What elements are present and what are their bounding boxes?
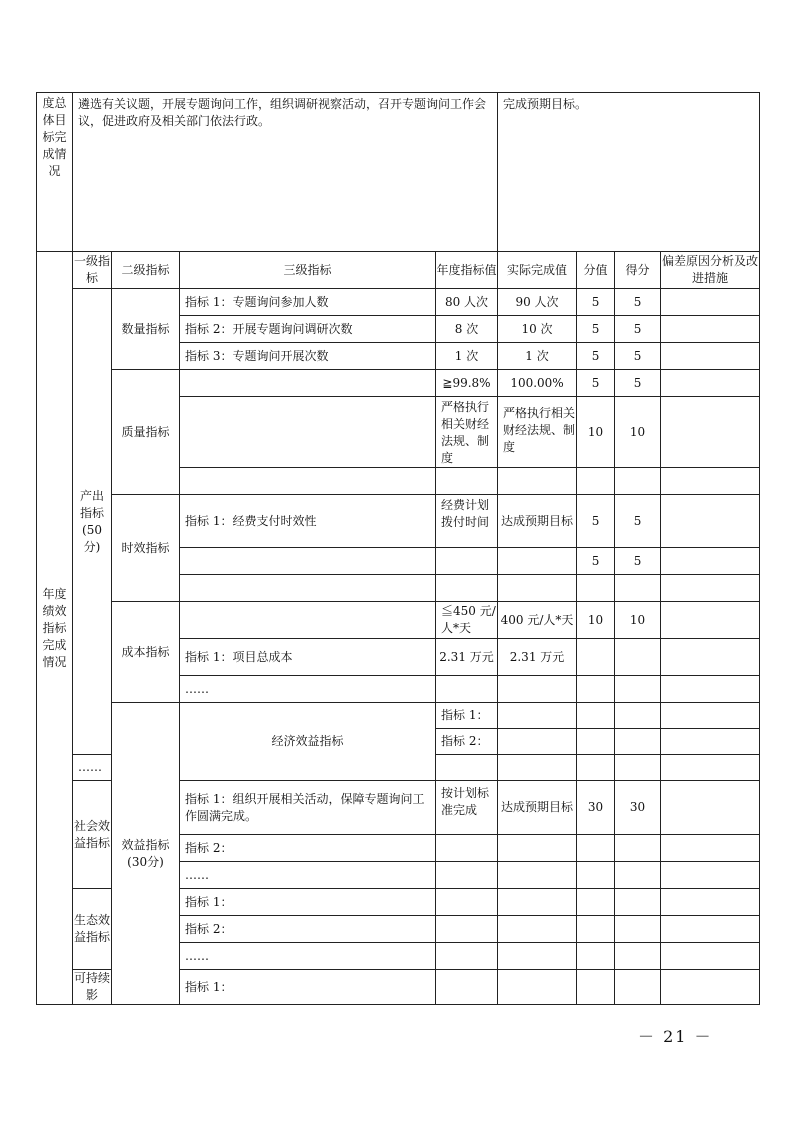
- indicator-name: 指标 1：: [180, 970, 436, 1005]
- quality-label: 质量指标: [112, 370, 180, 495]
- indicator-reason: [661, 370, 760, 397]
- indicator-score: 5: [577, 316, 615, 343]
- indicator-actual: 达成预期目标: [498, 495, 577, 548]
- indicator-score: 10: [577, 602, 615, 639]
- indicator-target: 按计划标准完成: [436, 781, 498, 835]
- header-level1: 一级指标: [73, 252, 112, 289]
- indicator-reason: [661, 495, 760, 548]
- indicator-target: 80 人次: [436, 289, 498, 316]
- indicator-name: 指标 1：经费支付时效性: [180, 495, 436, 548]
- indicator-score: 5: [577, 495, 615, 548]
- indicator-actual: 100.00%: [498, 370, 577, 397]
- indicator-actual: 1 次: [498, 343, 577, 370]
- indicator-got: 5: [615, 343, 661, 370]
- header-target: 年度指标值: [436, 252, 498, 289]
- economic-label: 经济效益指标: [180, 703, 436, 781]
- indicator-target: 1 次: [436, 343, 498, 370]
- header-got: 得分: [615, 252, 661, 289]
- table-row: [37, 370, 760, 397]
- indicator-reason: [661, 602, 760, 639]
- indicator-reason: [661, 397, 760, 468]
- indicator-name: 指标 1：: [436, 703, 498, 729]
- indicator-name: [180, 397, 436, 468]
- header-actual: 实际完成值: [498, 252, 577, 289]
- performance-table: [36, 92, 760, 1005]
- indicator-got: 5: [615, 495, 661, 548]
- indicator-name: ……: [180, 862, 436, 889]
- header-level3: 三级指标: [180, 252, 436, 289]
- indicator-name: 指标 1：组织开展相关活动，保障专题询问工作圆满完成。: [180, 781, 436, 835]
- indicator-name: [180, 602, 436, 639]
- header-reason: 偏差原因分析及改进措施: [661, 252, 760, 289]
- table-row: [37, 703, 760, 729]
- indicator-score: 5: [577, 343, 615, 370]
- page-number: － 21 －: [638, 1027, 713, 1046]
- indicator-target: 严格执行相关财经法规、制度: [436, 397, 498, 468]
- indicator-target: ≧99.8%: [436, 370, 498, 397]
- table-row: [37, 495, 760, 548]
- indicator-score: 5: [577, 548, 615, 575]
- section-label: 年度绩效指标完成情况: [37, 252, 73, 1005]
- indicator-got: 10: [615, 397, 661, 468]
- indicator-got: 5: [615, 316, 661, 343]
- indicator-actual: 严格执行相关财经法规、制度: [498, 397, 577, 468]
- table-row: [37, 289, 760, 316]
- header-row: [37, 252, 760, 289]
- indicator-name: 指标 1：: [180, 889, 436, 916]
- benefit-label: 效益指标(30分): [112, 703, 180, 1005]
- indicator-name: 指标 1：项目总成本: [180, 639, 436, 676]
- table-row: [37, 602, 760, 639]
- indicator-got: 10: [615, 602, 661, 639]
- indicator-actual: 400 元/人*天: [498, 602, 577, 639]
- indicator-actual: 达成预期目标: [498, 781, 577, 835]
- indicator-name: 指标 3：专题询问开展次数: [180, 343, 436, 370]
- indicator-actual: 2.31 万元: [498, 639, 577, 676]
- indicator-got: 5: [615, 548, 661, 575]
- indicator-reason: [661, 289, 760, 316]
- indicator-name: 指标 2：: [180, 916, 436, 943]
- indicator-name: 指标 2：开展专题询问调研次数: [180, 316, 436, 343]
- indicator-name: 指标 2：: [436, 729, 498, 755]
- output-label: 产出指标(50分): [73, 289, 112, 755]
- cost-label: 成本指标: [112, 602, 180, 703]
- indicator-target: ≦450 元/人*天: [436, 602, 498, 639]
- indicator-score: 5: [577, 370, 615, 397]
- overall-goal-actual: 完成预期目标。: [498, 93, 760, 252]
- indicator-got: 5: [615, 289, 661, 316]
- indicator-name: ……: [180, 676, 436, 703]
- social-label: 社会效益指标: [73, 781, 112, 889]
- indicator-target: 2.31 万元: [436, 639, 498, 676]
- quantity-label: 数量指标: [112, 289, 180, 370]
- ecological-label: 生态效益指标: [73, 889, 112, 970]
- sustainable-label: 可持续影: [73, 970, 112, 1005]
- indicator-name: 指标 1：专题询问参加人数: [180, 289, 436, 316]
- indicator-reason: [661, 781, 760, 835]
- indicator-actual: 10 次: [498, 316, 577, 343]
- overall-goal-target: 遴选有关议题，开展专题询问工作，组织调研视察活动，召开专题询问工作会议，促进政府及相关部门依法行政。: [73, 93, 498, 252]
- indicator-reason: [661, 316, 760, 343]
- timeliness-label: 时效指标: [112, 495, 180, 602]
- indicator-name: 指标 2：: [180, 835, 436, 862]
- header-score: 分值: [577, 252, 615, 289]
- indicator-name: ……: [180, 943, 436, 970]
- indicator-target: 8 次: [436, 316, 498, 343]
- indicator-got: 30: [615, 781, 661, 835]
- indicator-score: 30: [577, 781, 615, 835]
- indicator-score: 10: [577, 397, 615, 468]
- header-level2: 二级指标: [112, 252, 180, 289]
- overall-goal-row: [37, 93, 760, 252]
- indicator-target: 经费计划拨付时间: [436, 495, 498, 548]
- indicator-name: ……: [73, 755, 112, 781]
- indicator-name: [180, 370, 436, 397]
- indicator-got: 5: [615, 370, 661, 397]
- indicator-reason: [661, 343, 760, 370]
- indicator-score: 5: [577, 289, 615, 316]
- overall-goal-label: 度总体目标完成情况: [37, 93, 73, 252]
- indicator-actual: 90 人次: [498, 289, 577, 316]
